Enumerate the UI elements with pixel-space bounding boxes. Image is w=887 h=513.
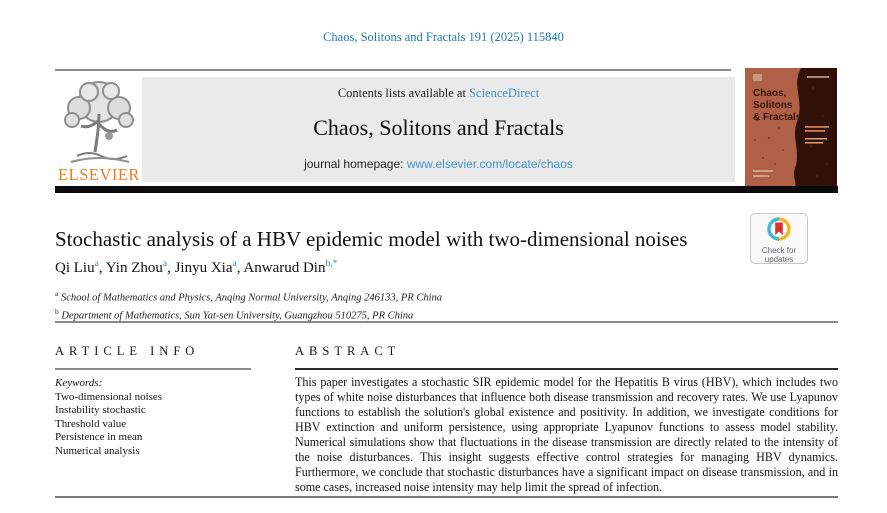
affiliation-rule	[55, 321, 838, 323]
keyword-item: Instability stochastic	[55, 404, 146, 416]
abstract-rule	[295, 368, 838, 370]
journal-cover-thumbnail[interactable]	[745, 68, 837, 188]
journal-title: Chaos, Solitons and Fractals	[313, 115, 564, 140]
page-bottom-rule	[55, 496, 838, 498]
journal-citation: Chaos, Solitons and Fractals 191 (2025) 115840	[323, 30, 564, 44]
author[interactable]: Anwarud Din$^{b,*}$	[243, 259, 338, 276]
author-separator: ,	[167, 260, 175, 276]
author-affil-mark: b,*	[325, 259, 338, 269]
affiliations	[55, 287, 442, 322]
author-affil-mark: a	[232, 259, 237, 269]
author-line	[55, 259, 337, 277]
homepage-prefix: journal homepage:	[304, 157, 407, 171]
crossmark-icon	[767, 217, 791, 241]
author-affil-mark: a	[162, 259, 168, 269]
affiliation-a: $^a$ School of Mathematics and Physics, Anqing Normal University, Anqing 246133, PR China	[55, 289, 443, 304]
author-separator: ,	[98, 260, 106, 276]
sciencedirect-link[interactable]: ScienceDirect	[469, 86, 540, 100]
cover-title-line3: & Fractals	[753, 112, 802, 123]
header-thick-rule	[55, 186, 838, 193]
keywords-label: Keywords:	[55, 377, 103, 389]
author-separator: ,	[236, 260, 244, 276]
keyword-item: Numerical analysis	[55, 444, 140, 457]
elsevier-logo	[57, 76, 141, 190]
keywords-block	[55, 377, 265, 458]
check-badge-line1: Check for	[761, 246, 797, 255]
keyword-item: Threshold value	[55, 417, 127, 430]
abstract-text: This paper investigates a stochastic SIR epidemic model for the Hepatitis B virus (HBV), which includes two types of white noise disturbances that influence both disease transmission and recovery rates. We use Lyapunov functions to establish the solution's global existence and positivity. In addition, we investigate conditions for HBV extinction and uniform persistence, using appropriate Lyapunov functions to assess model stability. Numerical simulations show that fluctuations in the disease transmission are directly related to the intensity of the noise disturbances. This insight suggests effective control strategies for managing HBV dynamics. Furthermore, we conclude that stochastic disturbances have a significant impact on disease transmission, and in some cases, increased noise intensity may help limit the spread of infection.	[295, 375, 838, 494]
homepage-link[interactable]: www.elsevier.com/locate/chaos	[406, 157, 573, 171]
check-badge-line2: updates	[764, 255, 794, 264]
article-info-heading: ARTICLE INFO	[55, 344, 200, 358]
journal-header-box	[142, 77, 735, 182]
article-info-rule	[55, 368, 251, 370]
abstract-heading: ABSTRACT	[295, 344, 401, 358]
homepage-line	[142, 157, 735, 171]
check-for-updates-badge[interactable]	[750, 213, 808, 264]
article-title: Stochastic analysis of a HBV epidemic model with two-dimensional noises	[55, 227, 688, 251]
cover-title-line2: Solitons	[753, 100, 793, 111]
author[interactable]: Jinyu Xia$^a$	[174, 259, 237, 276]
contents-line	[142, 86, 735, 101]
author[interactable]: Yin Zhou$^a$	[105, 259, 168, 276]
cover-title-line1: Chaos,	[753, 88, 787, 99]
affiliation-b: $^b$ Department of Mathematics, Sun Yat-sen University, Guangzhou 510275, PR China	[55, 306, 414, 321]
contents-prefix: Contents lists available at	[337, 86, 470, 100]
keyword-item: Persistence in mean	[55, 431, 143, 443]
author-affil-mark: a	[94, 259, 99, 269]
elsevier-tree-icon	[57, 76, 141, 166]
header-top-rule	[55, 69, 731, 71]
author[interactable]: Qi Liu$^a$	[55, 259, 99, 276]
keyword-item: Two-dimensional noises	[55, 390, 163, 403]
elsevier-wordmark: ELSEVIER	[58, 165, 140, 184]
